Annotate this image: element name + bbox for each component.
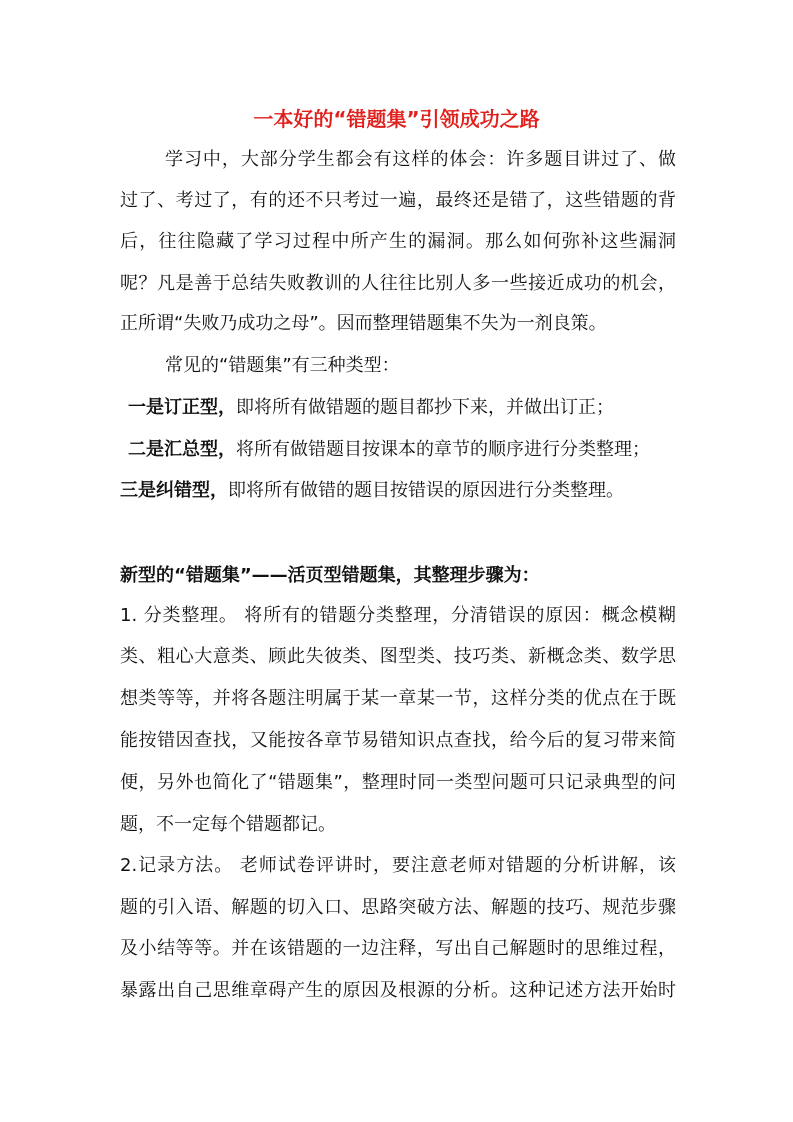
step1-line: 能按错因查找，又能按各章节易错知识点查找，给今后的复习带来简 xyxy=(120,730,676,751)
step1-line: 题，不一定每个错题都记。 xyxy=(120,814,336,835)
type-item xyxy=(128,395,684,421)
type-desc: 将所有做错题目按课本的章节的顺序进行分类整理； xyxy=(236,439,650,460)
intro-line: 过了、考过了，有的还不只考过一遍，最终还是错了，这些错题的背 xyxy=(120,190,676,211)
type-label: 二是汇总型， xyxy=(128,439,236,460)
step2-line: 暴露出自己思维章碍产生的原因及根源的分析。这种记述方法开始时 xyxy=(120,980,676,1001)
step2-line: 2.记录方法。 老师试卷评讲时，要注意老师对错题的分析讲解，该 xyxy=(120,855,676,876)
type-label: 一是订正型， xyxy=(128,397,236,418)
types-intro: 常见的“错题集”有三种类型： xyxy=(165,355,400,376)
intro-line: 学习中，大部分学生都会有这样的体会：许多题目讲过了、做 xyxy=(165,149,676,170)
intro-line: 后，往往隐藏了学习过程中所产生的漏洞。那么如何弥补这些漏洞 xyxy=(120,231,676,252)
section-heading: 新型的“错题集”——活页型错题集，其整理步骤为： xyxy=(120,565,540,586)
type-label: 三是纠错型， xyxy=(120,480,228,501)
step2-line: 题的引入语、解题的切入口、思路突破方法、解题的技巧、规范步骤 xyxy=(120,897,676,918)
document-title: 一本好的“错题集”引领成功之路 xyxy=(253,107,540,131)
step1-line: 想类等等，并将各题注明属于某一章某一节，这样分类的优点在于既 xyxy=(120,688,676,709)
intro-line: 正所谓“失败乃成功之母”。因而整理错题集不失为一剂良策。 xyxy=(120,313,607,334)
type-desc: 即将所有做错题的题目都抄下来，并做出订正； xyxy=(236,397,614,418)
step2-line: 及小结等等。并在该错题的一边注释，写出自己解题时的思维过程， xyxy=(120,938,676,959)
type-item xyxy=(120,478,676,504)
step1-line: 类、粗心大意类、顾此失彼类、图型类、技巧类、新概念类、数学思 xyxy=(120,646,676,667)
type-item xyxy=(128,437,684,463)
step1-line: 便，另外也简化了“错题集”，整理时同一类型问题可只记录典型的问 xyxy=(120,772,676,793)
step1-line: 1. 分类整理。 将所有的错题分类整理，分清错误的原因：概念模糊 xyxy=(120,605,676,626)
type-desc: 即将所有做错的题目按错误的原因进行分类整理。 xyxy=(228,480,624,501)
intro-line: 呢？凡是善于总结失败教训的人往往比别人多一些接近成功的机会， xyxy=(120,273,676,294)
